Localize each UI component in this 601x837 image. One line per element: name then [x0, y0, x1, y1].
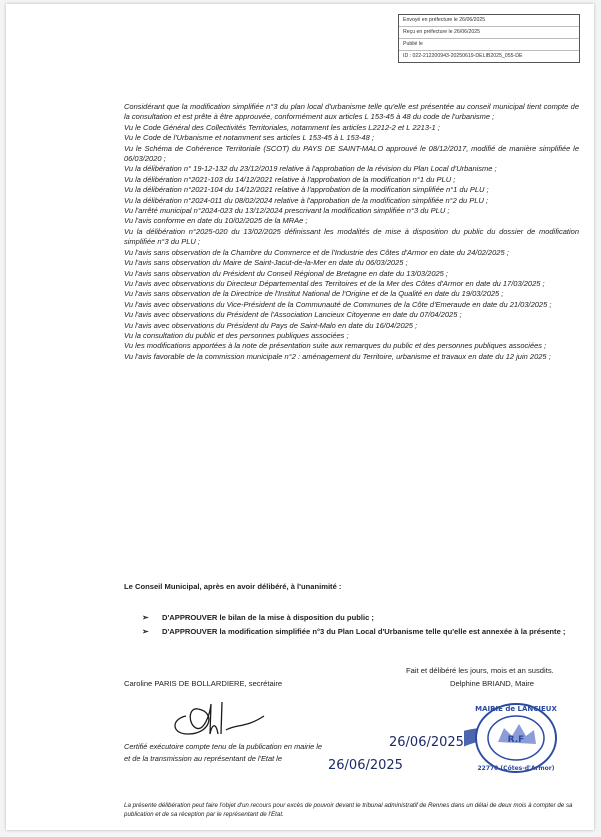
stamp-envoye: Envoyé en préfecture le 26/06/2025: [399, 15, 579, 27]
body-paragraph: Vu l'avis sans observation du Président du Conseil Régional de Bretagne en date du 13/03/2025 ;: [124, 268, 449, 278]
decision-list: [142, 612, 572, 640]
fait-et-delibere: Fait et délibéré les jours, mois et an susdits.: [406, 666, 554, 675]
seal-bottom-text: 22770 (Côtes-d'Armor): [477, 765, 555, 772]
decision-item: [142, 612, 572, 623]
document-page: [6, 4, 594, 830]
handwritten-date: 26/06/2025: [328, 758, 403, 773]
council-decision-heading: Le Conseil Municipal, après en avoir délibéré, à l'unanimité :: [124, 582, 342, 591]
body-paragraph: Vu la consultation du public et des personnes publiques associées ;: [124, 330, 349, 340]
deliberation-body: [124, 102, 579, 362]
body-paragraph: Vu l'avis avec observations du Vice-Président de la Communauté de Communes de la Côte d'Emeraude en date du 21/03/2025 ;: [124, 299, 552, 309]
body-paragraph: Vu l'arrêté municipal n°2024-023 du 13/12/2024 prescrivant la modification simplifiée n°3 du PLU ;: [124, 206, 450, 216]
seal-top-text: MAIRIE de LANCIEUX: [475, 705, 557, 713]
body-paragraph: Vu la délibération n° 19-12-132 du 23/12/2019 relative à l'approbation de la révision du Plan Local d'Urbanisme ;: [124, 164, 497, 174]
body-paragraph: Vu l'avis favorable de la commission municipale n°2 : aménagement du Territoire, urbanisme et travaux en date du 12 juin 2025 ;: [124, 351, 551, 361]
mayor-name: Delphine BRIAND, Maire: [450, 679, 534, 688]
body-paragraph: Vu l'avis avec observations du Directeur Départemental des Territoires et de la Mer des Côtes d'Armor en date du 17/03/2025 ;: [124, 278, 545, 288]
body-paragraph: Vu la délibération n°2021-103 du 14/12/2021 relative à l'approbation de la modification n°1 du PLU ;: [124, 174, 456, 184]
stamp-publie: Publié le: [399, 39, 579, 51]
body-paragraph: Vu le Code Général des Collectivités Territoriales, notamment les articles L2212-2 et L 2213-1 ;: [124, 122, 440, 132]
body-paragraph: Vu la délibération n°2025-020 du 13/02/2025 définissant les modalités de mise à disposition du public du dossier de modification simplifiée n°3 du PLU ;: [124, 226, 579, 247]
stamp-id: ID : 022-212200943-20250619-DELIB2025_055-DE: [403, 53, 523, 59]
prefecture-stamp: [398, 14, 580, 63]
arrow-bullet-icon: ➢: [142, 627, 149, 636]
body-paragraph: Vu l'avis sans observation de la Chambre du Commerce et de l'Industrie des Côtes d'Armor en date du 24/02/2025 ;: [124, 247, 509, 257]
body-paragraph: Vu l'avis avec observations du Président du Pays de Saint-Malo en date du 16/04/2025 ;: [124, 320, 418, 330]
stamp-recu: Reçu en préfecture le 26/06/2025: [399, 27, 579, 39]
mairie-seal: [464, 700, 564, 780]
body-paragraph: Vu le Code de l'Urbanisme et notamment ses articles L 153-45 à L 153-48 ;: [124, 133, 374, 143]
certification-line: et de la transmission au représentant de l'Etat le: [124, 754, 282, 763]
secretary-signature: [166, 694, 276, 739]
legal-footer: La présente délibération peut faire l'objet d'un recours pour excès de pouvoir devant le tribunal administratif de Rennes dans un délai de deux mois à compter de sa publication et de sa réception par le représentant de l'Etat.: [124, 802, 573, 818]
certification-line: Certifié exécutoire compte tenu de la publication en mairie le: [124, 742, 323, 751]
decision-text: D'APPROUVER le bilan de la mise à disposition du public ;: [162, 613, 374, 622]
decision-item: [142, 626, 572, 637]
body-paragraph: Vu le Schéma de Cohérence Territoriale (SCOT) du PAYS DE SAINT-MALO approuvé le 08/12/2017, modifié de manière simplifiée le 06/03/2020 ;: [124, 143, 579, 164]
body-paragraph: Vu l'avis sans observation du Maire de Saint-Jacut-de-la-Mer en date du 06/03/2025 ;: [124, 258, 408, 268]
arrow-bullet-icon: ➢: [142, 613, 149, 622]
body-paragraph: Vu l'avis sans observation de la Directrice de l'Institut National de l'Origine et de la Qualité en date du 19/03/2025 ;: [124, 289, 504, 299]
body-paragraph: Vu l'avis conforme en date du 10/02/2025 de la MRAe ;: [124, 216, 308, 226]
handwritten-date: 26/06/2025: [389, 735, 464, 750]
seal-center-text: R.F: [507, 735, 525, 745]
body-paragraph: Considérant que la modification simplifiée n°3 du plan local d'urbanisme telle qu'elle est présentée au conseil municipal tient compte de la consultation et est prête à être approuvée, conformément aux articles L 153-45 à 48 du code de l'urbanisme ;: [124, 102, 579, 122]
secretary-name: Caroline PARIS DE BOLLARDIERE, secrétaire: [124, 679, 283, 688]
body-paragraph: Vu l'avis avec observations du Président de l'Association Lancieux Citoyenne en date du 07/04/2025 ;: [124, 310, 462, 320]
body-paragraph: Vu les modifications apportées à la note de présentation suite aux remarques du public et des personnes publiques associées ;: [124, 341, 547, 351]
body-paragraph: Vu la délibération n°2021-104 du 14/12/2021 relative à l'approbation de la modification simplifiée n°1 du PLU ;: [124, 185, 489, 195]
body-paragraph: Vu la délibération n°2024-011 du 08/02/2024 relative à l'approbation de la modification simplifiée n°2 du PLU ;: [124, 195, 489, 205]
decision-text: D'APPROUVER la modification simplifiée n°3 du Plan Local d'Urbanisme telle qu'elle est annexée à la présente ;: [162, 627, 566, 636]
